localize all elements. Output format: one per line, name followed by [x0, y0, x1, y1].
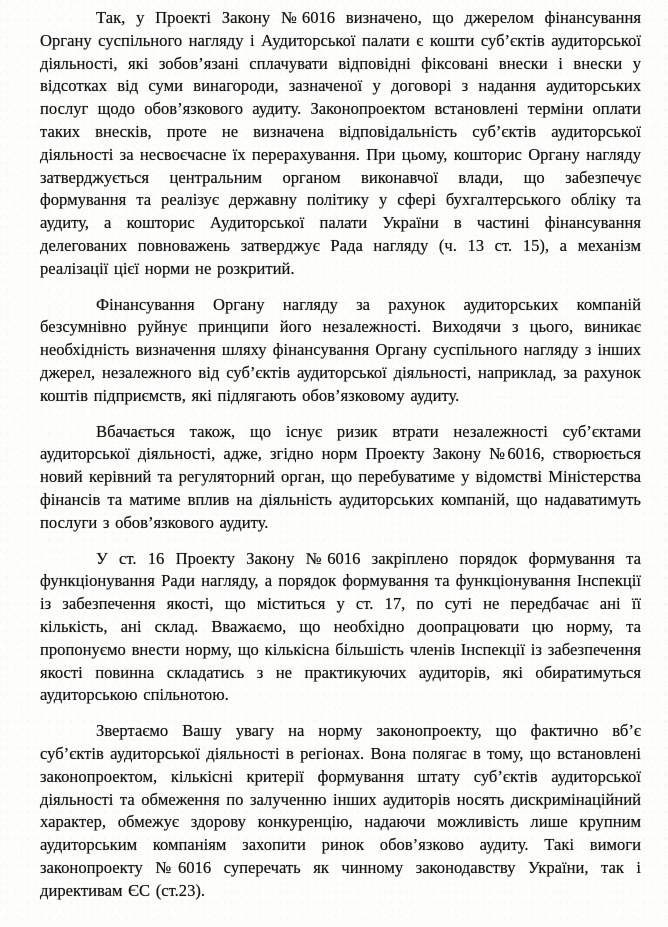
- paragraph-independence-funding: Фінансування Органу нагляду за рахунок аудиторських компаній безсумнівно руйнує принципи його незалежності. Виходячи з цього, виникає необхідність визначення шляху фінансування Органу суспільного нагляду з інших джерел, незалежного від суб’єктів аудиторської діяльності, наприклад, за рахунок коштів підприємств, які підлягають обов’язковому аудиту.: [40, 294, 641, 405]
- paragraph-article-16-inspection: У ст. 16 Проекту Закону №6016 закріплено порядок формування та функціонування Ради нагляду, а порядок формування та функціонування Інспекції із забезпечення якості, що міститься у ст. 17, по суті не передбачає ані її кількість, ані склад. Вважаємо, що необхідно доопрацювати цю норму, та пропонуємо внести норму, що кількісна більшість членів Інспекції із забезпечення якості повинна складатись з не практикуючих аудиторів, які обиратимуться аудиторською спільнотою.: [40, 548, 641, 705]
- paragraph-funding-source: Так, у Проекті Закону №6016 визначено, що джерелом фінансування Органу суспільного нагляду і Аудиторської палати є кошти суб’єктів аудиторської діяльності, які зобов’язані сплачувати відповідні фіксовані внески і внески у відсотках від суми винагороди, зазначеної у договорі з надання аудиторських послуг щодо обов’язкового аудиту. Законопроектом встановлені терміни оплати таких внесків, проте не визначена відповідальність суб’єктів аудиторської діяльності за несвоєчасне їх перерахування. При цьому, кошторис Органу нагляду затверджується центральним органом виконавчої влади, що забезпечує формування та реалізує державну політику у сфері бухгалтерського обліку та аудиту, а кошторис Аудиторської палати України в частині фінансування делегованих повноважень затверджує Рада нагляду (ч. 13 ст. 15), а механізм реалізації цієї норми не розкритий.: [40, 8, 641, 278]
- paragraph-independence-risk: Вбачається також, що існує ризик втрати незалежності суб’єктами аудиторської діяльності, адже, згідно норм Проекту Закону №6016, створюється новий керівний та регуляторний орган, що перебуватиме у відомстві Міністерства фінансів та матиме вплив на діяльність аудиторських компаній, що надаватимуть послуги з обов’язкового аудиту.: [40, 421, 641, 532]
- document-text-block: [40, 7, 641, 902]
- paragraph-regional-impact: Звертаємо Вашу увагу на норму законопроекту, що фактично вб’є суб’єктів аудиторської діяльності в регіонах. Вона полягає в тому, що встановлені законопроектом, кількісні критерії формування штату суб’єктів аудиторської діяльності та обмеження по залученню інших аудиторів носять дискримінаційний характер, обмежує здорову конкуренцію, надаючи можливість лише крупним аудиторським компаніям захопити ринок обов’язково аудиту. Такі вимоги законопроекту №6016 суперечать як чинному законодавству України, так і директивам ЄС (ст.23).: [40, 721, 641, 900]
